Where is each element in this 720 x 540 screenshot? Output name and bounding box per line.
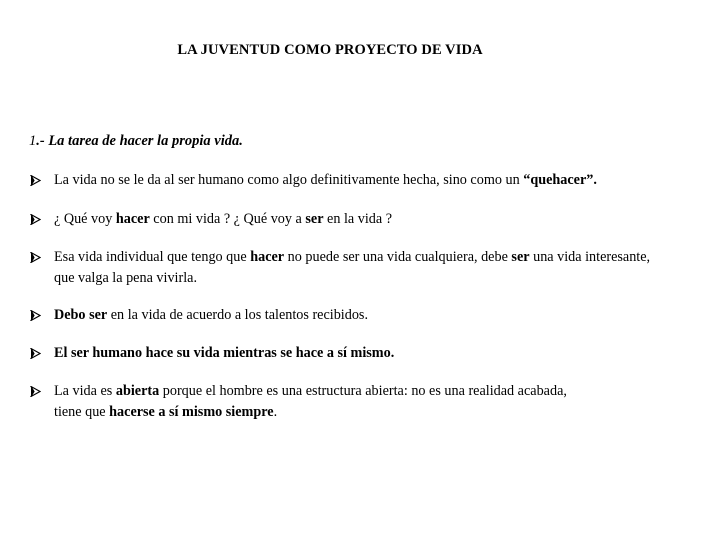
arrow-bullet-icon [30,170,44,191]
page-title: LA JUVENTUD COMO PROYECTO DE VIDA [177,42,483,58]
section-heading-text: .- La tarea de hacer la propia vida. [36,133,243,149]
bullet-bold-text: ser [305,211,324,227]
bullet-text: tiene que [54,404,110,420]
bullet-text: porque el hombre es una estructura abierta: no es una realidad acabada, [159,383,567,399]
bullet-line [30,381,710,402]
bullet-item [30,209,710,230]
arrow-bullet-icon [30,247,44,268]
bullet-item [30,170,710,191]
bullet-text: en la vida ? [323,211,393,227]
bullet-bold-text: “quehacer”. [523,172,597,188]
bullet-bold-text: El ser humano hace su vida mientras se hace a sí mismo. [54,345,395,361]
bullet-text: Esa vida individual que tengo que [54,249,251,265]
bullet-text: . [273,404,278,420]
bullet-line [30,209,710,230]
arrow-bullet-icon [30,305,44,326]
bullet-line-continuation [30,402,710,423]
bullet-bold-text: Debo ser [54,307,108,323]
bullet-item [30,343,710,364]
bullet-text: La vida es [54,383,116,399]
arrow-bullet-icon [30,209,44,230]
bullet-line-continuation [30,268,710,289]
bullet-text: una vida interesante, [529,249,651,265]
bullet-text: ¿ Qué voy [54,211,116,227]
bullet-line [30,170,710,191]
bullet-bold-text: ser [511,249,530,265]
bullet-line [30,343,710,364]
bullet-bold-text: abierta [115,383,160,399]
section-heading [29,133,243,150]
section-number: 1 [29,133,37,149]
bullet-item [30,305,710,326]
bullet-item [30,247,710,289]
bullet-line [30,247,710,268]
bullet-bold-text: hacer [250,249,285,265]
bullet-bold-text: hacer [115,211,150,227]
bullet-line [30,305,710,326]
bullet-bold-text: hacerse a sí mismo siempre [109,404,274,420]
bullet-item [30,381,710,423]
arrow-bullet-icon [30,343,44,364]
bullet-text: La vida no se le da al ser humano como algo definitivamente hecha, sino como un [54,172,524,188]
bullet-text: no puede ser una vida cualquiera, debe [284,249,512,265]
bullet-text: con mi vida ? ¿ Qué voy a [149,211,306,227]
bullet-text: que valga la pena vivirla. [54,270,197,286]
bullet-text: en la vida de acuerdo a los talentos recibidos. [107,307,369,323]
arrow-bullet-icon [30,381,44,402]
